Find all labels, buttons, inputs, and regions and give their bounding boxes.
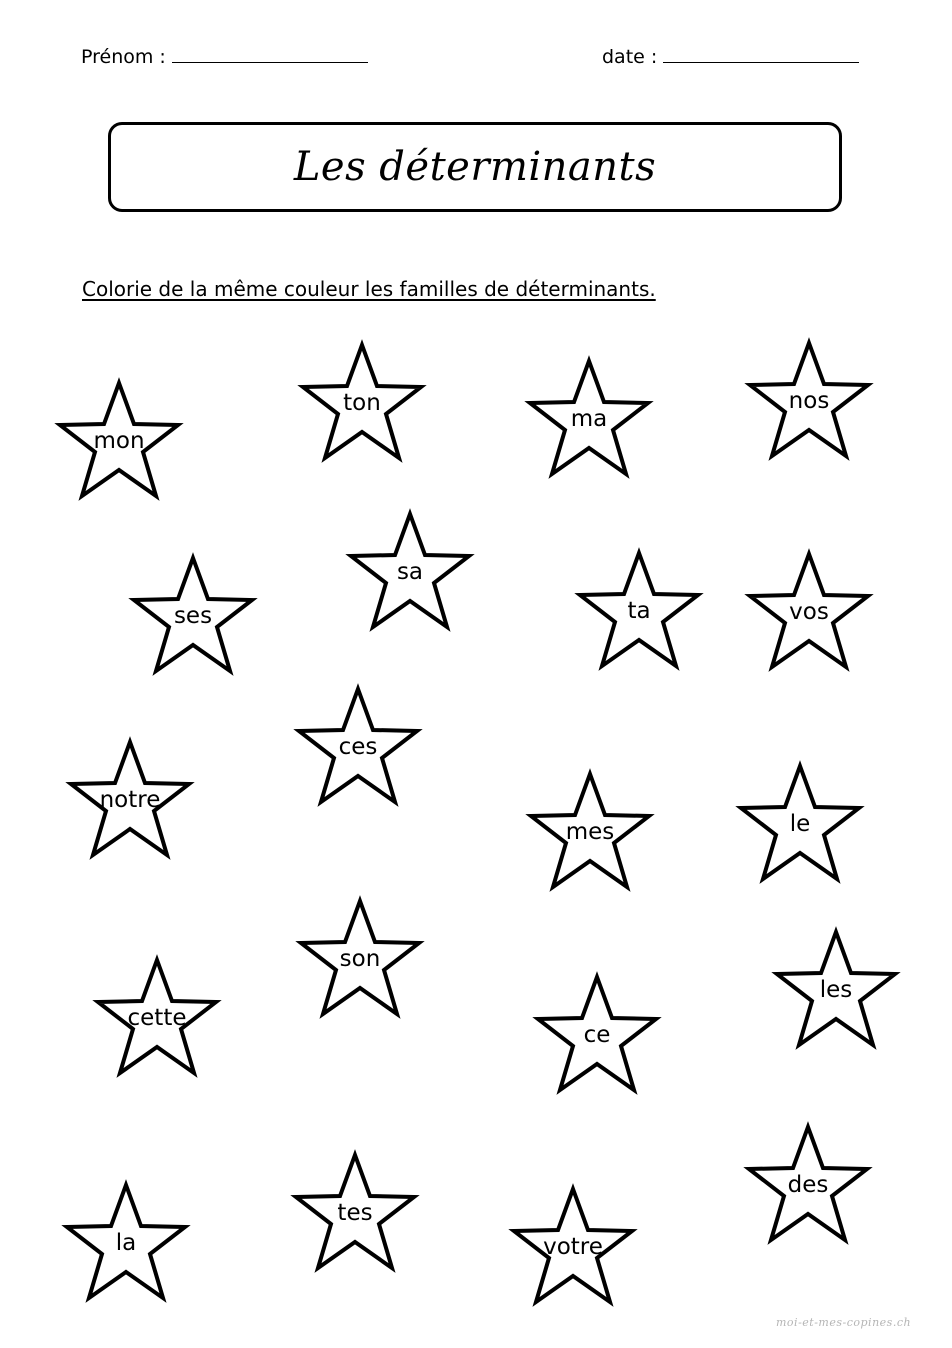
star-word: mon <box>93 428 145 454</box>
star-word: des <box>787 1172 829 1198</box>
star-word: ton <box>343 390 381 416</box>
date-blank-line[interactable] <box>663 46 859 63</box>
star-cette[interactable] <box>94 957 220 1077</box>
star-la[interactable] <box>63 1182 189 1302</box>
star-les[interactable] <box>773 929 899 1049</box>
star-notre[interactable] <box>67 739 193 859</box>
star-word: notre <box>99 787 161 813</box>
prenom-blank-line[interactable] <box>172 46 368 63</box>
star-nos[interactable] <box>746 340 872 460</box>
star-ton[interactable] <box>299 342 425 462</box>
star-word: vos <box>789 599 829 625</box>
star-mes[interactable] <box>527 771 653 891</box>
watermark: moi-et-mes-copines.ch <box>776 1316 912 1329</box>
star-word: son <box>339 946 381 972</box>
star-tes[interactable] <box>292 1152 418 1272</box>
star-word: le <box>789 811 811 837</box>
star-ma[interactable] <box>526 358 652 478</box>
star-word: mes <box>565 819 615 845</box>
star-word: la <box>115 1230 137 1256</box>
star-son[interactable] <box>297 898 423 1018</box>
star-word: cette <box>127 1005 187 1031</box>
star-ta[interactable] <box>576 550 702 670</box>
star-word: ces <box>338 734 378 760</box>
star-word: tes <box>337 1200 373 1226</box>
star-word: ce <box>583 1022 611 1048</box>
star-mon[interactable] <box>56 380 182 500</box>
star-word: ma <box>570 406 608 432</box>
star-ces[interactable] <box>295 686 421 806</box>
star-votre[interactable] <box>510 1186 636 1306</box>
star-ce[interactable] <box>534 974 660 1094</box>
star-le[interactable] <box>737 763 863 883</box>
page-title: Les déterminants <box>293 144 657 190</box>
star-sa[interactable] <box>347 511 473 631</box>
prenom-field <box>81 46 368 68</box>
star-word: votre <box>543 1234 603 1260</box>
star-word: ses <box>173 603 213 629</box>
title-box <box>108 122 842 212</box>
date-field <box>602 46 859 68</box>
star-word: nos <box>788 388 830 414</box>
star-word: ta <box>627 598 651 624</box>
star-word: les <box>819 977 853 1003</box>
instruction-text: Colorie de la même couleur les familles de déterminants. <box>82 277 656 301</box>
star-word: sa <box>396 559 424 585</box>
star-des[interactable] <box>745 1124 871 1244</box>
star-vos[interactable] <box>746 551 872 671</box>
date-label: date : <box>602 46 658 68</box>
prenom-label: Prénom : <box>81 46 166 68</box>
star-ses[interactable] <box>130 555 256 675</box>
